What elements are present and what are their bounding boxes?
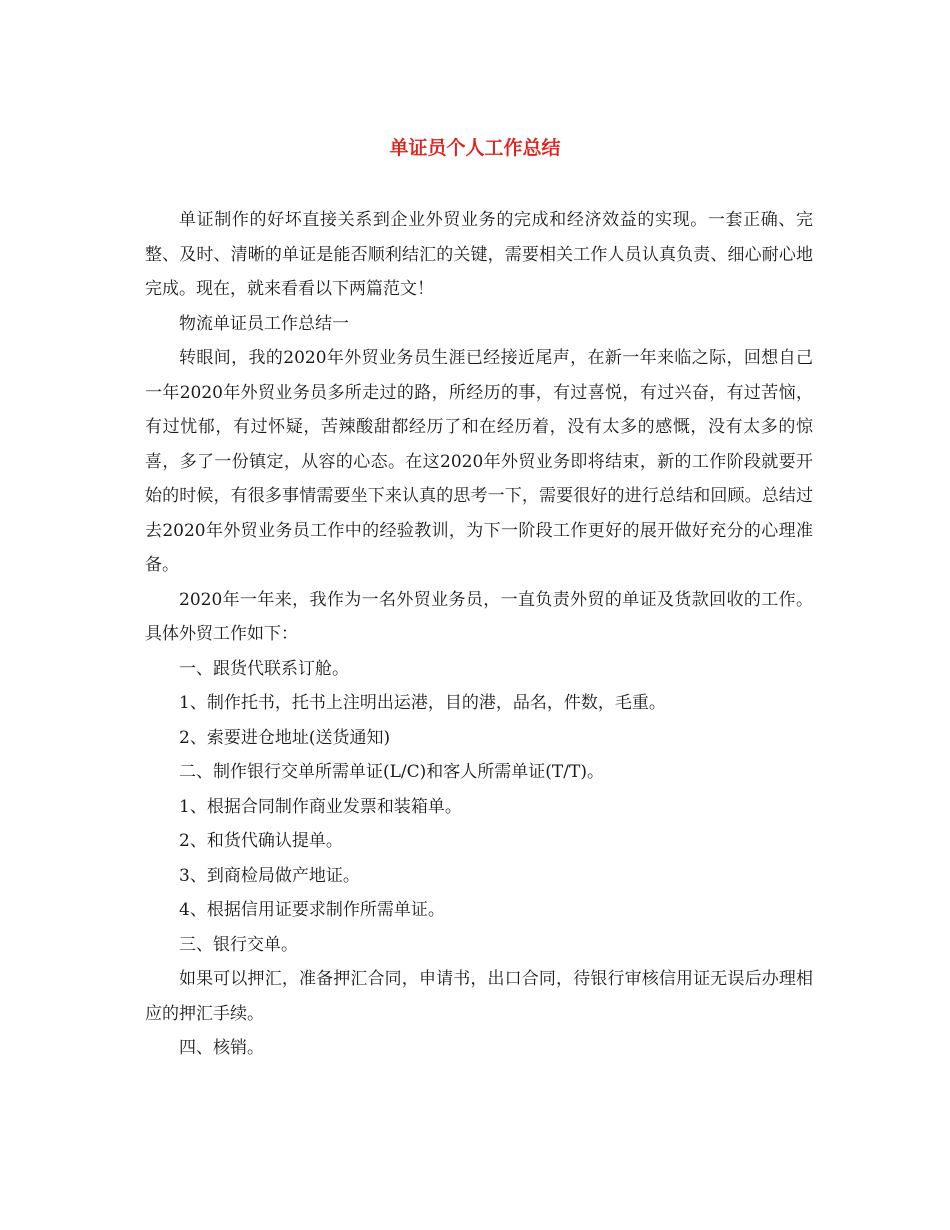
list-heading: 三、银行交单。 bbox=[179, 934, 298, 955]
list-item: 2、索要进仓地址(送货通知) bbox=[179, 727, 391, 748]
section-heading: 物流单证员工作总结一 bbox=[179, 313, 349, 334]
list-item: 1、制作托书，托书上注明出运港，目的港，品名，件数，毛重。 bbox=[179, 693, 666, 713]
list-item: 2、和货代确认提单。 bbox=[179, 831, 343, 851]
list-heading: 二、制作银行交单所需单证(L/C)和客人所需单证(T/T)。 bbox=[179, 762, 604, 782]
paragraph: 如果可以押汇，准备押汇合同，申请书，出口合同，待银行审核信用证无误后办理相应的押汇手续。 bbox=[145, 969, 813, 1024]
paragraph: 转眼间，我的2020年外贸业务员生涯已经接近尾声，在新一年来临之际，回想自己一年2020年外贸业务员多所走过的路，所经历的事，有过喜悦，有过兴奋，有过苦恼，有过忧郁，有过怀疑，苦辣酸甜都经历了和在经历着，没有太多的感慨，没有太多的惊喜，多了一份镇定，从容的心态。在这2020年外贸业务即将结束，新的工作阶段就要开始的时候，有很多事情需要坐下来认真的思考一下，需要很好的进行总结和回顾。总结过去2020年外贸业务员工作中的经验教训，为下一阶段工作更好的展开做好充分的心理准备。 bbox=[145, 348, 813, 575]
list-heading: 一、跟货代联系订舱。 bbox=[179, 658, 349, 679]
list-item: 3、到商检局做产地证。 bbox=[179, 865, 360, 886]
list-item: 4、根据信用证要求制作所需单证。 bbox=[179, 900, 445, 920]
document-body bbox=[145, 203, 813, 1066]
list-heading: 四、核销。 bbox=[179, 1038, 264, 1058]
paragraph-intro: 单证制作的好坏直接关系到企业外贸业务的完成和经济效益的实现。一套正确、完整、及时、清晰的单证是能否顺利结汇的关键，需要相关工作人员认真负责、细心耐心地完成。现在，就来看看以下两篇范文！ bbox=[145, 210, 813, 299]
list-item: 1、根据合同制作商业发票和装箱单。 bbox=[179, 796, 462, 817]
document-title: 单证员个人工作总结 bbox=[389, 137, 561, 159]
paragraph: 2020年一年来，我作为一名外贸业务员，一直负责外贸的单证及货款回收的工作。具体外贸工作如下： bbox=[145, 589, 813, 644]
